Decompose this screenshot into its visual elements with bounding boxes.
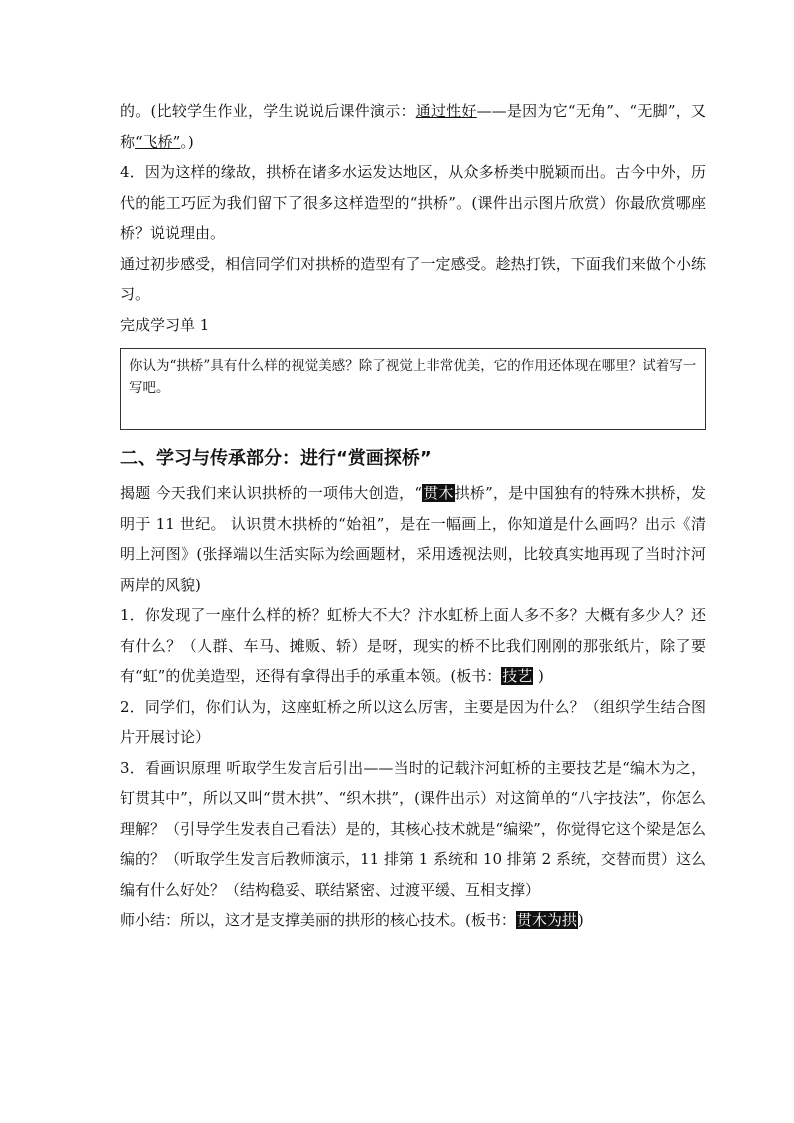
paragraph-4: 完成学习单 1	[120, 315, 210, 334]
highlighted-text: 贯木	[422, 484, 454, 502]
text: )	[577, 911, 584, 929]
worksheet-box	[120, 348, 706, 430]
highlighted-text: 贯木为拱	[516, 911, 577, 929]
worksheet-question: 你认为“拱桥”具有什么样的视觉美感？除了视觉上非常优美，它的作用还体现在哪里？试着写一写吧。	[129, 358, 697, 396]
highlighted-text: 技艺	[502, 667, 533, 685]
text: 。)	[180, 132, 194, 151]
text: 1．你发现了一座什么样的桥？虹桥大不大？汴水虹桥上面人多不多？大概有多少人？还有什么？（人群、车马、摊贩、轿）是呀，现实的桥不比我们刚刚的那张纸片，除了要有“虹”的优美造型，还得有拿得出手的承重本领。(板书：	[120, 606, 706, 685]
underlined-text: 通过性好	[415, 102, 477, 120]
underlined-text: “飞桥”	[135, 132, 181, 151]
paragraph-5	[120, 478, 706, 600]
text: ——是因为它“无角”、“无脚”，又称	[120, 102, 706, 151]
text: )	[533, 667, 544, 685]
paragraph-1	[120, 96, 706, 157]
text: 的。(比较学生作业，学生说说后课件演示：	[120, 102, 416, 120]
section-heading: 二、学习与传承部分：进行“赏画探桥”	[120, 448, 432, 469]
paragraph-6	[120, 600, 706, 692]
paragraph-7: 2．同学们，你们认为，这座虹桥之所以这么厉害，主要是因为什么？（组织学生结合图片开展讨论）	[120, 697, 706, 746]
text: 揭题 今天我们来认识拱桥的一项伟大创造，“	[120, 484, 422, 502]
text: 师小结：所以，这才是支撑美丽的拱形的核心技术。(板书：	[120, 911, 516, 929]
paragraph-8: 3．看画识原理 听取学生发言后引出——当时的记载汴河虹桥的主要技艺是“编木为之，钉贯其中”，所以又叫“贯木拱”、“织木拱”，(课件出示）对这简单的“八字技法”，你怎么理解？（引导学生发表自己看法）是的，其核心技术就是“编梁”，你觉得它这个梁是怎么编的？（听取学生发言后教师演示，11 排第 1 系统和 10 排第 2 系统，交替而贯）这么编有什么好处？（结构稳妥、联结紧密、过渡平缓、互相支撑）	[120, 758, 706, 899]
document-page	[120, 96, 706, 936]
paragraph-3: 通过初步感受，相信同学们对拱桥的造型有了一定感受。趁热打铁，下面我们来做个小练习。	[120, 254, 706, 303]
paragraph-9	[120, 905, 706, 936]
text: 拱桥”，是中国独有的特殊木拱桥，发明于 11 世纪。 认识贯木拱桥的“始祖”，是在一幅画上，你知道是什么画吗？出示《清明上河图》(张择端以生活实际为绘画题材，采用透视法则，比较真实地再现了当时汴河两岸的风貌)	[120, 484, 706, 594]
paragraph-2: 4．因为这样的缘故，拱桥在诸多水运发达地区，从众多桥类中脱颖而出。古今中外，历代的能工巧匠为我们留下了很多这样造型的“拱桥”。(课件出示图片欣赏）你最欣赏哪座桥？说说理由。	[120, 163, 706, 242]
